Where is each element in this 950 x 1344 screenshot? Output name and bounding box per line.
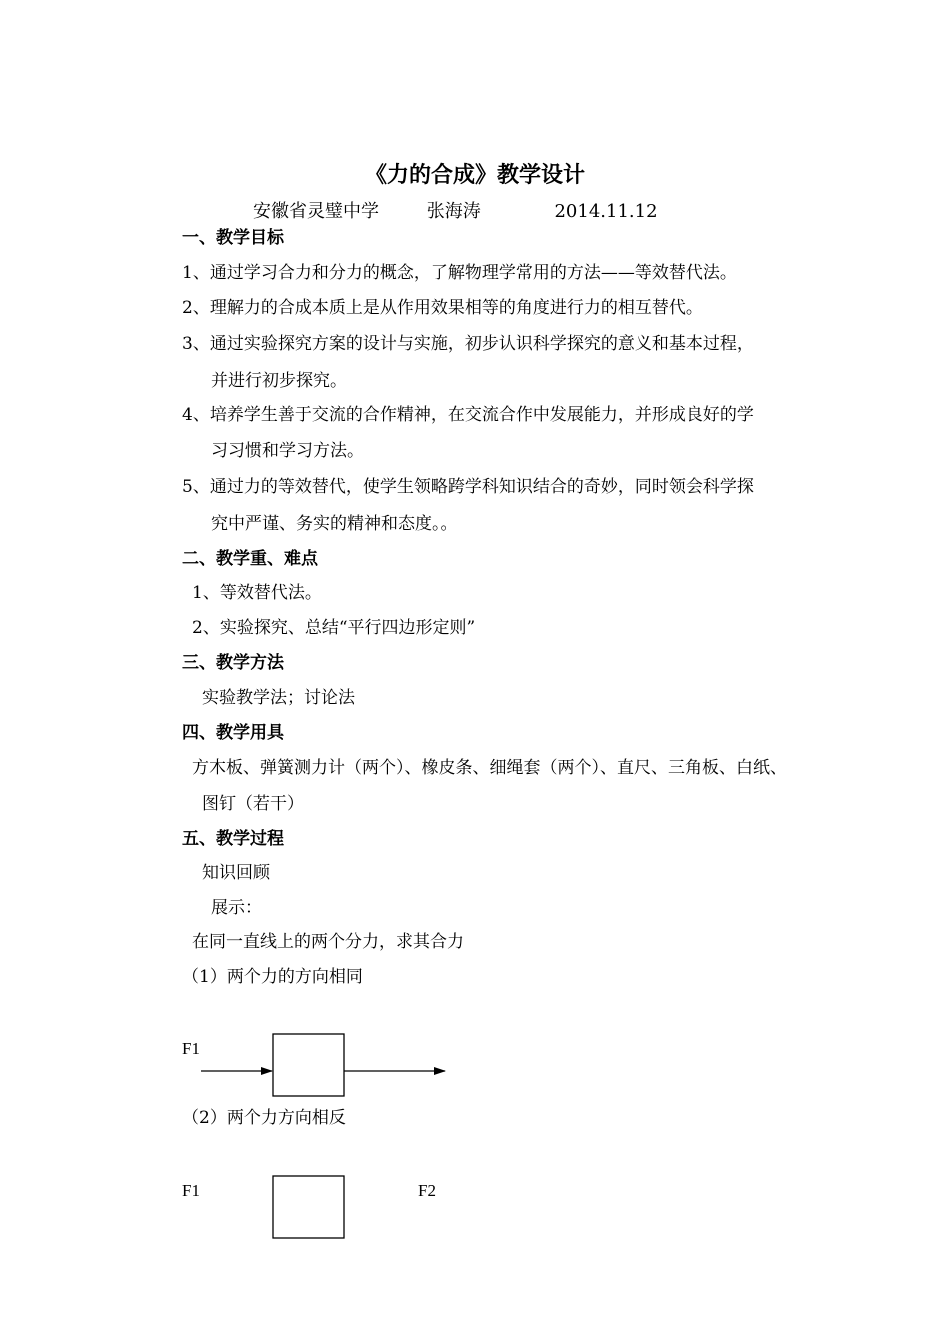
- case-same-direction: （1）两个力的方向相同: [182, 967, 363, 987]
- process-question: 在同一直线上的两个分力，求其合力: [192, 932, 464, 952]
- force-label-f1: F1: [182, 1039, 200, 1058]
- diagram-same-direction: [201, 1034, 445, 1096]
- goal-item-5-cont: 究中严谨、务实的精神和态度。。: [211, 514, 458, 534]
- section-heading-process: 五、教学过程: [182, 829, 284, 849]
- goal-item-5: 5、通过力的等效替代，使学生领略跨学科知识结合的奇妙，同时领会科学探: [182, 477, 754, 497]
- goal-item-3: 3、通过实验探究方案的设计与实施，初步认识科学探究的意义和基本过程，: [182, 334, 754, 354]
- diagram-opposite-direction: [273, 1176, 344, 1238]
- goal-item-3-cont: 并进行初步探究。: [211, 371, 347, 391]
- tools-text: 方木板、弹簧测力计（两个）、橡皮条、细绳套（两个）、直尺、三角板、白纸、: [192, 758, 787, 778]
- tools-text-cont: 图钉（若干）: [202, 794, 304, 814]
- keypoint-item-2: 2、实验探究、总结“平行四边形定则”: [192, 618, 476, 638]
- goal-item-4-cont: 习习惯和学习方法。: [211, 441, 364, 461]
- author-line: [253, 200, 658, 224]
- document-date: 2014.11.12: [554, 201, 658, 222]
- force-label-f2: F2: [418, 1181, 436, 1200]
- section-heading-keypoints: 二、教学重、难点: [182, 549, 318, 569]
- goal-item-2: 2、理解力的合成本质上是从作用效果相等的角度进行力的相互替代。: [182, 298, 703, 318]
- goal-item-1: 1、通过学习合力和分力的概念，了解物理学常用的方法——等效替代法。: [182, 263, 737, 283]
- keypoint-item-1: 1、等效替代法。: [192, 583, 322, 603]
- section-heading-tools: 四、教学用具: [182, 723, 284, 743]
- process-show: 展示：: [211, 898, 262, 918]
- object-box-second: [273, 1176, 344, 1238]
- methods-text: 实验教学法；讨论法: [202, 688, 355, 708]
- case-opposite-direction: （2）两个力方向相反: [182, 1108, 346, 1128]
- object-box: [273, 1034, 344, 1096]
- section-heading-goals: 一、教学目标: [182, 228, 284, 248]
- school-name: 安徽省灵璧中学: [253, 201, 379, 222]
- goal-item-4: 4、培养学生善于交流的合作精神，在交流合作中发展能力，并形成良好的学: [182, 405, 754, 425]
- section-heading-methods: 三、教学方法: [182, 653, 284, 673]
- document-title: 《力的合成》教学设计: [364, 162, 585, 188]
- process-review: 知识回顾: [202, 863, 270, 883]
- author-name: 张海涛: [426, 201, 481, 222]
- force-label-f1-second: F1: [182, 1181, 200, 1200]
